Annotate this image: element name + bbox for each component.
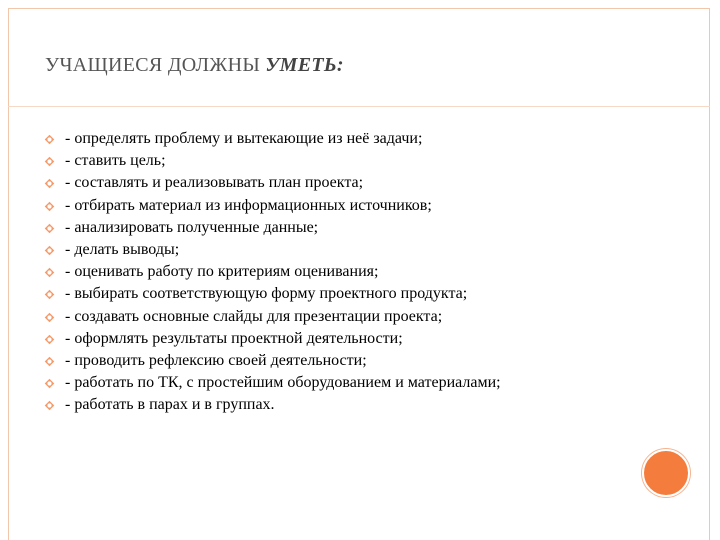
diamond-ring-icon <box>44 223 55 234</box>
list-item-text: - отбирать материал из информационных источников; <box>65 196 432 214</box>
diamond-ring-icon <box>44 156 55 167</box>
list-item-text: - делать выводы; <box>65 240 180 258</box>
list-item <box>44 197 604 216</box>
list-item-text: - выбирать соответствующую форму проектного продукта; <box>65 285 468 303</box>
list-item-text: - проводить рефлексию своей деятельности; <box>65 351 367 369</box>
diamond-ring-icon <box>44 334 55 345</box>
title-divider <box>8 106 710 107</box>
diamond-ring-icon <box>44 378 55 389</box>
list-item-text: - ставить цель; <box>65 152 166 170</box>
diamond-ring-icon <box>44 289 55 300</box>
list-item <box>44 330 604 349</box>
list-item <box>44 130 604 149</box>
list-item <box>44 308 604 327</box>
diamond-ring-icon <box>44 400 55 411</box>
list-item-text: - анализировать полученные данные; <box>65 218 319 236</box>
list-item <box>44 285 604 304</box>
diamond-ring-icon <box>44 134 55 145</box>
list-item-text: - создавать основные слайды для презентации проекта; <box>65 307 443 325</box>
diamond-ring-icon <box>44 201 55 212</box>
list-item <box>44 263 604 282</box>
diamond-ring-icon <box>44 356 55 367</box>
list-item-text: - оценивать работу по критериям оценивания; <box>65 263 379 281</box>
title-text: УЧАЩИЕСЯ ДОЛЖНЫ <box>45 54 266 76</box>
diamond-ring-icon <box>44 245 55 256</box>
list-item-text: - составлять и реализовывать план проекта; <box>65 174 364 192</box>
accent-circle <box>642 449 690 497</box>
list-item <box>44 174 604 193</box>
slide-title <box>45 54 344 77</box>
list-item <box>44 374 604 393</box>
diamond-ring-icon <box>44 267 55 278</box>
list-item-text: - определять проблему и вытекающие из неё задачи; <box>65 130 423 147</box>
title-emphasis: УМЕТЬ: <box>265 54 344 76</box>
list-item <box>44 396 604 415</box>
list-item <box>44 241 604 260</box>
skills-list <box>44 130 604 418</box>
list-item-text: - работать по ТК, с простейшим оборудованием и материалами; <box>65 374 501 392</box>
diamond-ring-icon <box>44 178 55 189</box>
diamond-ring-icon <box>44 312 55 323</box>
list-item <box>44 352 604 371</box>
list-item <box>44 152 604 171</box>
list-item-text: - оформлять результаты проектной деятельности; <box>65 329 403 347</box>
list-item-text: - работать в парах и в группах. <box>65 396 275 414</box>
list-item <box>44 219 604 238</box>
